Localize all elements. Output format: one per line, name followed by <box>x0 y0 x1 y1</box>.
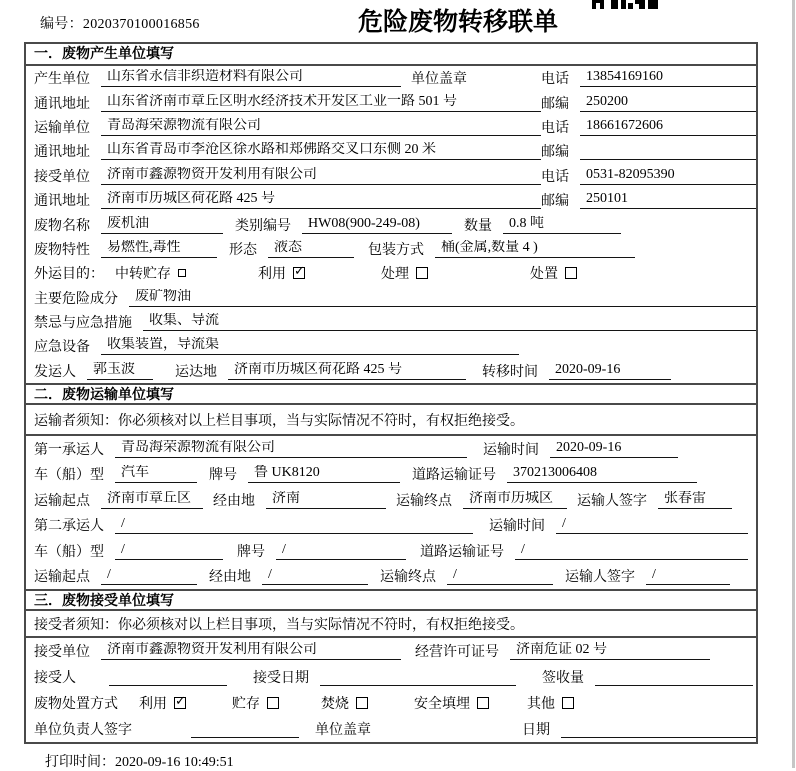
row-disposal <box>26 690 756 716</box>
print-time-value: 2020-09-16 10:49:51 <box>115 755 234 771</box>
row-transporter-address <box>26 139 756 163</box>
receive-unit-value: 济南市鑫源物资开发利用有限公司 <box>101 642 401 660</box>
sign1-value: 张春雷 <box>658 491 732 509</box>
row-waste-name <box>26 212 756 236</box>
end2-value: / <box>447 567 553 585</box>
producer-label: 产生单位 <box>34 72 90 88</box>
row-purpose <box>26 261 756 285</box>
disposal-option-store <box>232 693 279 713</box>
receiver-value: 济南市鑫源物资开发利用有限公司 <box>101 167 541 185</box>
form-label: 形态 <box>229 242 257 258</box>
disposal-use-checkbox <box>174 697 186 709</box>
purpose-transfer-checkbox <box>178 269 186 277</box>
print-time <box>45 751 796 771</box>
receive-date-label: 接受日期 <box>253 671 309 687</box>
disposal-landfill-checkbox <box>477 697 489 709</box>
receive-date-value <box>320 669 516 686</box>
license1-label: 道路运输证号 <box>412 468 496 484</box>
time1-label: 运输时间 <box>483 442 539 458</box>
scrollbar-track[interactable] <box>792 0 795 768</box>
via2-value: / <box>262 567 368 585</box>
recipient-label: 接受人 <box>34 671 76 687</box>
disposal-use-label: 利用 <box>139 697 167 713</box>
unit-seal-label: 单位盖章 <box>411 72 467 88</box>
row-producer <box>26 66 756 90</box>
purpose-treat-label: 处理 <box>381 267 409 283</box>
row-shipper <box>26 359 756 383</box>
end2-label: 运输终点 <box>380 570 436 586</box>
zip2-label: 邮编 <box>541 145 569 161</box>
via1-label: 经由地 <box>213 493 255 509</box>
disposal-other-label: 其他 <box>527 697 555 713</box>
hazard-label: 主要危险成分 <box>34 291 118 307</box>
row-receive-unit <box>26 638 756 664</box>
serial-label: 编号： <box>40 17 83 32</box>
sign1-label: 运输人签字 <box>577 493 647 509</box>
zip3-label: 邮编 <box>541 194 569 210</box>
category-label: 类别编号 <box>235 218 291 234</box>
receiver-notice: 接受者须知：你必须核对以上栏目事项，当与实际情况不符时，有权拒绝接受。 <box>26 611 756 638</box>
phone2-label: 电话 <box>541 120 569 136</box>
purpose-transfer-label: 中转贮存 <box>115 267 171 283</box>
equipment-label: 应急设备 <box>34 340 90 356</box>
sign2-label: 运输人签字 <box>565 570 635 586</box>
waste-name-value: 废机油 <box>101 216 223 234</box>
via2-label: 经由地 <box>209 570 251 586</box>
equipment-value: 收集装置，导流渠 <box>101 337 519 355</box>
date2-value <box>561 721 756 738</box>
disposal-option-use <box>139 693 186 713</box>
row-recipient <box>26 664 756 690</box>
license1-value: 370213006408 <box>507 465 697 483</box>
time1-value: 2020-09-16 <box>550 440 678 458</box>
section3-title: 三．废物接受单位填写 <box>26 589 756 611</box>
character-value: 易燃性,毒性 <box>101 240 217 258</box>
serial-number <box>40 13 200 33</box>
destination-value: 济南市历城区荷花路 425 号 <box>228 362 466 380</box>
carrier2-value: / <box>115 516 473 534</box>
row-hazard <box>26 286 756 310</box>
packaging-value: 桶(金属,数量 4 ) <box>435 240 635 258</box>
quantity-value: 0.8 吨 <box>503 216 621 234</box>
quantity-label: 数量 <box>464 218 492 234</box>
row-receiver-address <box>26 188 756 212</box>
transporter-notice: 运输者须知：你必须核对以上栏目事项，当与实际情况不符时，有权拒绝接受。 <box>26 405 756 436</box>
section2-title: 二．废物运输单位填写 <box>26 383 756 405</box>
serial-value: 2020370100016856 <box>82 17 200 32</box>
license2-value: / <box>515 542 748 560</box>
destination-label: 运达地 <box>175 364 217 380</box>
origin1-label: 运输起点 <box>34 493 90 509</box>
phone3-label: 电话 <box>541 169 569 185</box>
character-label: 废物特性 <box>34 242 90 258</box>
document-header <box>24 0 796 42</box>
carrier1-value: 青岛海荣源物流有限公司 <box>115 440 467 458</box>
disposal-other-checkbox <box>562 697 574 709</box>
phone2-value: 18661672606 <box>580 118 756 136</box>
print-time-label: 打印时间： <box>45 755 115 771</box>
zip3-value: 250101 <box>580 191 756 209</box>
row-equipment <box>26 334 756 358</box>
purpose-option-treat <box>381 263 428 283</box>
disposal-option-other <box>527 693 574 713</box>
origin2-value: / <box>101 567 197 585</box>
purpose-dispose-label: 处置 <box>530 267 558 283</box>
disposal-option-burn <box>321 693 368 713</box>
row-vehicle1 <box>26 462 756 488</box>
disposal-landfill-label: 安全填埋 <box>414 697 470 713</box>
category-value: HW08(900-249-08) <box>302 216 452 234</box>
vehicle1-label: 车（船）型 <box>34 468 104 484</box>
transfer-date-value: 2020-09-16 <box>549 362 671 380</box>
waste-name-label: 废物名称 <box>34 218 90 234</box>
phone3-value: 0531-82095390 <box>580 167 756 185</box>
license2-label: 道路运输证号 <box>420 544 504 560</box>
disposal-option-landfill <box>414 693 489 713</box>
hazard-value: 废矿物油 <box>129 289 756 307</box>
time2-value: / <box>556 516 748 534</box>
taboo-label: 禁忌与应急措施 <box>34 316 132 332</box>
row-route1 <box>26 487 756 513</box>
purpose-option-dispose <box>530 263 577 283</box>
permit-value: 济南危证 02 号 <box>510 642 710 660</box>
section1-body <box>26 66 756 383</box>
transporter-value: 青岛海荣源物流有限公司 <box>101 118 541 136</box>
purpose-dispose-checkbox <box>565 267 577 279</box>
manifest-form <box>24 42 758 744</box>
purpose-label: 外运目的： <box>34 267 104 283</box>
addr1-label: 通讯地址 <box>34 96 90 112</box>
amount-value <box>595 669 753 686</box>
section2-body <box>26 405 756 589</box>
shipper-value: 郭玉波 <box>87 362 153 380</box>
transporter-label: 运输单位 <box>34 120 90 136</box>
receiver-label: 接受单位 <box>34 169 90 185</box>
disposal-store-checkbox <box>267 697 279 709</box>
addr2-value: 山东省青岛市李沧区徐水路和郑佛路交叉口东侧 20 米 <box>101 142 541 160</box>
phone1-value: 13854169160 <box>580 69 756 87</box>
purpose-use-checkbox <box>293 267 305 279</box>
end1-value: 济南市历城区 <box>463 491 567 509</box>
purpose-option-use <box>258 263 305 283</box>
vehicle2-value: / <box>115 542 223 560</box>
addr3-label: 通讯地址 <box>34 194 90 210</box>
plate2-value: / <box>276 542 406 560</box>
disposal-label: 废物处置方式 <box>34 697 118 713</box>
row-waste-character <box>26 237 756 261</box>
page-title: 危险废物转移联单 <box>358 9 559 36</box>
row-taboo <box>26 310 756 334</box>
zip2-value <box>580 143 756 160</box>
sign2-value: / <box>646 567 730 585</box>
producer-value: 山东省永信非织造材料有限公司 <box>101 69 401 87</box>
vehicle1-value: 汽车 <box>115 465 197 483</box>
taboo-value: 收集、导流 <box>143 313 756 331</box>
shipper-label: 发运人 <box>34 364 76 380</box>
unit-seal2-label: 单位盖章 <box>315 723 371 739</box>
origin2-label: 运输起点 <box>34 570 90 586</box>
row-transporter <box>26 115 756 139</box>
disposal-burn-checkbox <box>356 697 368 709</box>
row-route2 <box>26 564 756 590</box>
packaging-label: 包装方式 <box>368 242 424 258</box>
carrier2-label: 第二承运人 <box>34 519 104 535</box>
disposal-burn-label: 焚烧 <box>321 697 349 713</box>
purpose-treat-checkbox <box>416 267 428 279</box>
end1-label: 运输终点 <box>396 493 452 509</box>
addr1-value: 山东省济南市章丘区明水经济技术开发区工业一路 501 号 <box>101 94 541 112</box>
via1-value: 济南 <box>266 491 386 509</box>
plate1-label: 牌号 <box>209 468 237 484</box>
addr3-value: 济南市历城区荷花路 425 号 <box>101 191 541 209</box>
zip1-value: 250200 <box>580 94 756 112</box>
origin1-value: 济南市章丘区 <box>101 491 203 509</box>
section1-title: 一．废物产生单位填写 <box>26 44 756 66</box>
plate1-value: 鲁 UK8120 <box>248 465 400 483</box>
date2-label: 日期 <box>522 723 550 739</box>
row-carrier1 <box>26 436 756 462</box>
amount-label: 签收量 <box>542 671 584 687</box>
zip1-label: 邮编 <box>541 96 569 112</box>
row-carrier2 <box>26 513 756 539</box>
responsible-sign-value <box>191 721 299 738</box>
transfer-date-label: 转移时间 <box>482 364 538 380</box>
row-producer-address <box>26 90 756 114</box>
plate2-label: 牌号 <box>237 544 265 560</box>
permit-label: 经营许可证号 <box>415 645 499 661</box>
section3-body <box>26 611 756 742</box>
phone1-label: 电话 <box>541 72 569 88</box>
row-vehicle2 <box>26 538 756 564</box>
recipient-value <box>109 669 227 686</box>
disposal-store-label: 贮存 <box>232 697 260 713</box>
form-value: 液态 <box>268 240 354 258</box>
receive-unit-label: 接受单位 <box>34 645 90 661</box>
purpose-use-label: 利用 <box>258 267 286 283</box>
row-receiver <box>26 164 756 188</box>
vehicle2-label: 车（船）型 <box>34 544 104 560</box>
time2-label: 运输时间 <box>489 519 545 535</box>
carrier1-label: 第一承运人 <box>34 442 104 458</box>
purpose-option-transfer <box>115 263 186 283</box>
addr2-label: 通讯地址 <box>34 145 90 161</box>
responsible-sign-label: 单位负责人签字 <box>34 723 132 739</box>
row-responsible-sign <box>26 716 756 742</box>
